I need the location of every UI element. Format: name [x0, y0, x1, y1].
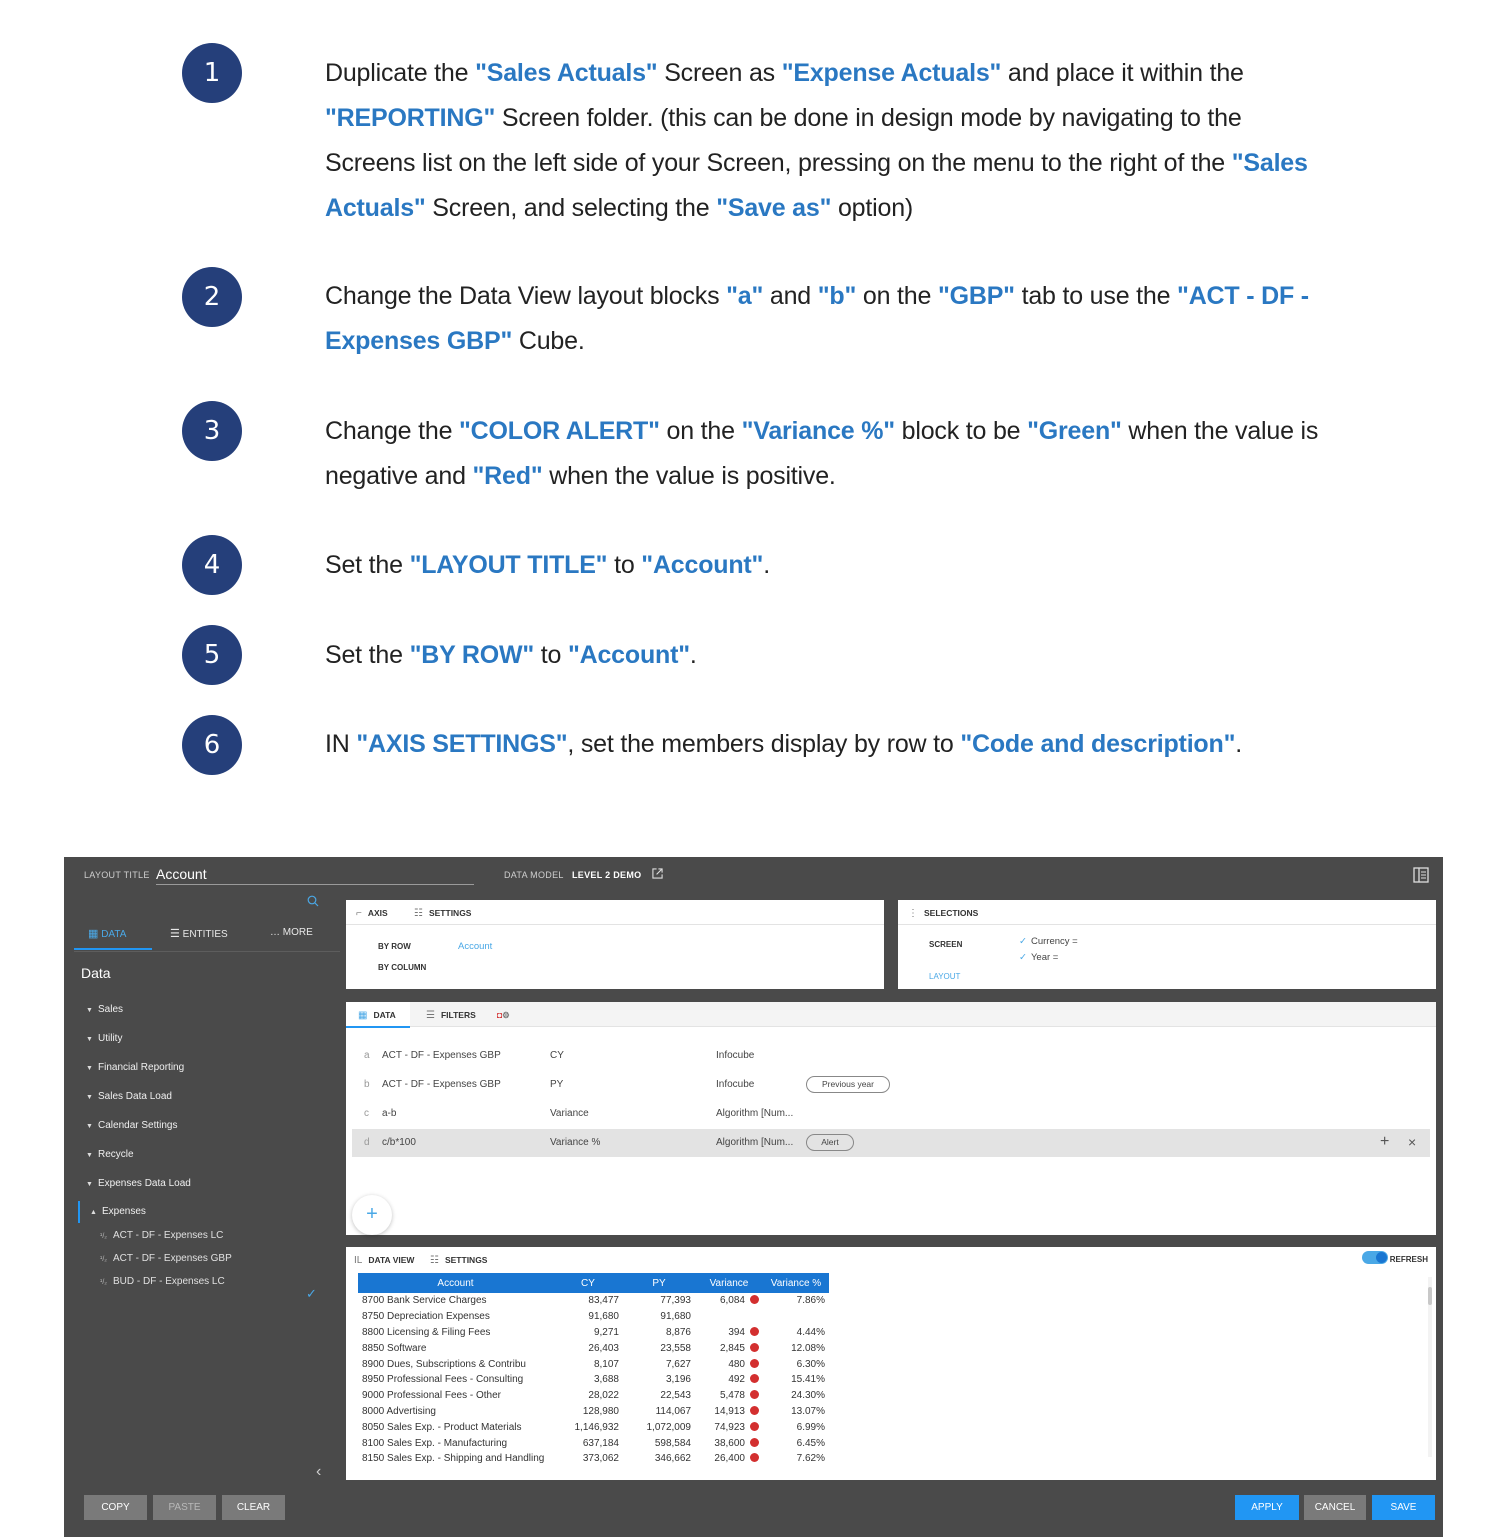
- sliders-icon: ☷: [414, 908, 423, 919]
- tree-item-expenses[interactable]: ▲ Expenses: [90, 1206, 146, 1217]
- table-cell: 24.30%: [791, 1390, 825, 1402]
- table-cell: 8700 Bank Service Charges: [362, 1295, 487, 1307]
- step-number: 5: [182, 625, 242, 685]
- selection-item: ✓ Year =: [1019, 952, 1059, 963]
- check-icon: ✓: [1019, 952, 1027, 963]
- selection-item: ✓ Currency =: [1019, 936, 1078, 947]
- layout-title-label: LAYOUT TITLE: [84, 870, 150, 880]
- clear-button[interactable]: CLEAR: [222, 1495, 285, 1520]
- tree-item-financial-reporting[interactable]: ▼ Financial Reporting: [86, 1062, 185, 1073]
- data-panel-header: [346, 1002, 1436, 1027]
- table-cell: 7.62%: [796, 1453, 825, 1465]
- highlight-term: "Account": [567, 641, 690, 669]
- highlight-term: "Green": [1027, 417, 1122, 445]
- table-cell: 8900 Dues, Subscriptions & Contribu: [362, 1358, 526, 1370]
- data-view-table: [358, 1273, 829, 1467]
- highlight-term: "GBP": [937, 282, 1015, 310]
- previous-year-badge[interactable]: Previous year: [806, 1076, 890, 1093]
- alert-dot-icon: [750, 1295, 759, 1304]
- caret-down-icon: ▼: [86, 1094, 93, 1101]
- table-cell: 74,923: [695, 1419, 763, 1435]
- table-row[interactable]: [358, 1388, 829, 1404]
- table-cell: 91,680: [660, 1311, 691, 1323]
- data-row[interactable]: b ACT - DF - Expenses GBP PY Infocube Previous year: [352, 1071, 1430, 1099]
- table-cell: 1,146,932: [574, 1421, 619, 1433]
- active-tab-indicator: [74, 948, 152, 950]
- col-variance[interactable]: Variance: [695, 1273, 763, 1293]
- axis-icon: ⌐: [356, 908, 362, 919]
- step-number: 3: [182, 401, 242, 461]
- table-cell: 38,600: [695, 1435, 763, 1451]
- number-icon: ¹/₂: [100, 1256, 107, 1263]
- alert-dot-icon: [750, 1343, 759, 1352]
- step-text-run: Set the: [325, 641, 410, 669]
- table-cell: 3,196: [665, 1374, 691, 1386]
- cube-item[interactable]: ¹/₂ BUD - DF - Expenses LC: [100, 1276, 225, 1287]
- table-cell: 22,543: [660, 1390, 691, 1402]
- number-icon: ¹/₂: [100, 1233, 107, 1240]
- tree-item-sales[interactable]: ▼ Sales: [86, 1004, 124, 1015]
- table-cell: 8,107: [593, 1358, 619, 1370]
- step-text-run: and: [763, 282, 818, 310]
- caret-down-icon: ▼: [86, 1181, 93, 1188]
- step-text-run: on the: [856, 282, 938, 310]
- data-row[interactable]: a ACT - DF - Expenses GBP CY Infocube: [364, 1050, 755, 1061]
- step-text-run: Duplicate the: [325, 59, 476, 87]
- cube-item[interactable]: ¹/₂ ACT - DF - Expenses GBP: [100, 1253, 232, 1264]
- chart-icon: IL: [354, 1255, 363, 1266]
- highlight-term: "LAYOUT TITLE": [409, 551, 608, 579]
- tab-axis[interactable]: ⌐ AXIS: [356, 908, 388, 919]
- step-text-run: Screen as: [657, 59, 782, 87]
- table-row[interactable]: [358, 1309, 829, 1325]
- table-cell: 637,184: [582, 1437, 619, 1449]
- table-cell: 6.99%: [796, 1421, 825, 1433]
- highlight-term: "b": [817, 282, 857, 310]
- table-cell: 91,680: [588, 1311, 619, 1323]
- highlight-term: "REPORTING": [325, 104, 496, 132]
- tab-data[interactable]: ▦ DATA: [358, 1010, 396, 1021]
- table-cell: 26,403: [588, 1342, 619, 1354]
- table-cell: 23,558: [660, 1342, 691, 1354]
- tab-data[interactable]: ▦ DATA: [88, 928, 127, 940]
- step-text: [325, 633, 1325, 678]
- axis-panel-header: [346, 900, 884, 925]
- app-screenshot: [64, 857, 1443, 1537]
- table-cell: 4.44%: [796, 1326, 825, 1338]
- col-variance-pct[interactable]: Variance %: [763, 1273, 829, 1293]
- top-bar: [64, 857, 1443, 893]
- layout-label[interactable]: LAYOUT: [929, 972, 961, 981]
- apply-button[interactable]: APPLY: [1235, 1495, 1299, 1520]
- data-model-value: LEVEL 2 DEMO: [572, 870, 642, 880]
- table-header-row: [358, 1273, 829, 1293]
- step-text-run: tab to use the: [1014, 282, 1178, 310]
- table-cell: 9,271: [593, 1326, 619, 1338]
- copy-button[interactable]: COPY: [84, 1495, 147, 1520]
- chart-settings-icon[interactable]: ◘⚙: [497, 1010, 510, 1020]
- external-link-icon[interactable]: [652, 868, 663, 879]
- selections-panel: [898, 900, 1436, 989]
- step-text-run: on the: [659, 417, 742, 445]
- step-text: [325, 722, 1325, 767]
- filter-icon: ⋮: [908, 908, 918, 919]
- refresh-label: REFRESH: [1389, 1255, 1428, 1264]
- table-cell: 6,084: [695, 1293, 763, 1309]
- caret-down-icon: ▼: [86, 1007, 93, 1014]
- tab-data-view[interactable]: IL DATA VIEW: [354, 1255, 415, 1266]
- paste-button[interactable]: PASTE: [153, 1495, 216, 1520]
- highlight-term: "AXIS SETTINGS": [356, 730, 568, 758]
- table-cell: 5,478: [695, 1388, 763, 1404]
- table-cell: 15.41%: [791, 1374, 825, 1386]
- table-cell: 114,067: [655, 1405, 691, 1417]
- step-number: 6: [182, 715, 242, 775]
- cube-item[interactable]: ¹/₂ ACT - DF - Expenses LC: [100, 1230, 224, 1241]
- data-row[interactable]: d c/b*100 Variance % Algorithm [Num... Alert + ×: [352, 1129, 1430, 1157]
- step-text-run: option): [831, 194, 914, 222]
- highlight-term: "a": [726, 282, 764, 310]
- table-row[interactable]: [358, 1451, 829, 1467]
- table-row[interactable]: [358, 1372, 829, 1388]
- step-text-run: when the value is negative and: [325, 417, 1319, 490]
- highlight-term: "Account": [641, 551, 764, 579]
- table-cell: 8950 Professional Fees - Consulting: [362, 1374, 524, 1386]
- tab-filters[interactable]: ☰ FILTERS: [426, 1010, 476, 1021]
- table-cell: 480: [695, 1356, 763, 1372]
- list-icon: ☰: [170, 928, 180, 940]
- step-text-run: block to be: [894, 417, 1028, 445]
- table-cell: 373,062: [582, 1453, 619, 1465]
- alert-dot-icon: [750, 1422, 759, 1431]
- sliders-icon: ☷: [430, 1255, 439, 1266]
- step-text-run: Screen folder. (this can be done in design mode by navigating to the Screens list on the left side of your Screen, pressing on the menu to the right of the: [325, 104, 1242, 177]
- tab-more[interactable]: … MORE: [270, 927, 313, 938]
- tree-item-expenses-data-load[interactable]: ▼ Expenses Data Load: [86, 1178, 191, 1189]
- step-text: [325, 274, 1325, 364]
- table-cell: 14,913: [695, 1404, 763, 1420]
- table-row[interactable]: [358, 1325, 829, 1341]
- alert-badge[interactable]: Alert: [806, 1134, 854, 1151]
- table-row[interactable]: [358, 1356, 829, 1372]
- table-cell: 7.86%: [796, 1295, 825, 1307]
- highlight-term: "ACT - DF - Expenses GBP": [325, 282, 1309, 355]
- step-text-run: IN: [325, 730, 357, 758]
- step-text: [325, 409, 1325, 499]
- tab-selections[interactable]: ⋮ SELECTIONS: [908, 908, 979, 919]
- table-row[interactable]: [358, 1340, 829, 1356]
- alert-dot-icon: [750, 1438, 759, 1447]
- step-text-run: to: [607, 551, 642, 579]
- highlight-term: "Red": [472, 462, 543, 490]
- table-cell: 8850 Software: [362, 1342, 427, 1354]
- step-text-run: Set the: [325, 551, 410, 579]
- alert-dot-icon: [750, 1390, 759, 1399]
- refresh-toggle[interactable]: [1362, 1251, 1388, 1264]
- highlight-term: "Code and description": [960, 730, 1236, 758]
- step-text-run: Cube.: [512, 327, 585, 355]
- alert-dot-icon: [750, 1374, 759, 1383]
- scrollbar-thumb[interactable]: [1428, 1287, 1432, 1305]
- alert-dot-icon: [750, 1406, 759, 1415]
- step-text-run: Screen, and selecting the: [425, 194, 717, 222]
- selections-panel-header: [898, 900, 1436, 925]
- caret-down-icon: ▼: [86, 1036, 93, 1043]
- check-icon: ✓: [306, 1286, 317, 1301]
- step-text-run: .: [689, 641, 697, 669]
- axis-panel: [346, 900, 884, 989]
- by-row-label: BY ROW: [378, 942, 411, 951]
- data-grid-icon: ▦: [358, 1010, 368, 1021]
- tree-item-sales-data-load[interactable]: ▼ Sales Data Load: [86, 1091, 172, 1102]
- step-number: 1: [182, 43, 242, 103]
- table-cell: 8150 Sales Exp. - Shipping and Handling: [362, 1453, 545, 1465]
- tree-item-recycle[interactable]: ▼ Recycle: [86, 1149, 134, 1160]
- more-icon: …: [270, 927, 280, 938]
- caret-up-icon: ▲: [90, 1209, 97, 1216]
- caret-down-icon: ▼: [86, 1065, 93, 1072]
- step-text-run: Change the Data View layout blocks: [325, 282, 727, 310]
- table-cell: 2,845: [695, 1340, 763, 1356]
- search-icon[interactable]: [307, 895, 319, 907]
- alert-dot-icon: [750, 1359, 759, 1368]
- tab-entities[interactable]: ☰ ENTITIES: [170, 928, 228, 940]
- table-cell: 1,072,009: [646, 1421, 691, 1433]
- col-account[interactable]: Account: [358, 1273, 553, 1293]
- table-cell: 26,400: [695, 1451, 763, 1467]
- highlight-term: "BY ROW": [409, 641, 535, 669]
- tree-selection-bar: [78, 1201, 80, 1223]
- col-py[interactable]: PY: [623, 1273, 695, 1293]
- alert-dot-icon: [750, 1327, 759, 1336]
- highlight-term: "Sales Actuals": [475, 59, 658, 87]
- caret-down-icon: ▼: [86, 1152, 93, 1159]
- data-row[interactable]: c a-b Variance Algorithm [Num...: [364, 1108, 794, 1119]
- table-cell: 12.08%: [791, 1342, 825, 1354]
- highlight-term: "Save as": [716, 194, 832, 222]
- data-model-label: DATA MODEL: [504, 870, 564, 880]
- table-cell: 492: [695, 1372, 763, 1388]
- table-row[interactable]: [358, 1435, 829, 1451]
- cancel-button[interactable]: CANCEL: [1304, 1495, 1366, 1520]
- step-text: [325, 51, 1325, 231]
- close-icon[interactable]: ×: [1408, 1134, 1417, 1150]
- table-cell: [695, 1309, 763, 1325]
- table-cell: 13.07%: [791, 1405, 825, 1417]
- filter-icon: ☰: [426, 1010, 435, 1021]
- table-cell: 77,393: [660, 1295, 691, 1307]
- table-cell: 8800 Licensing & Filing Fees: [362, 1326, 491, 1338]
- table-row[interactable]: [358, 1404, 829, 1420]
- collapse-sidebar-icon[interactable]: ‹: [316, 1463, 322, 1480]
- table-cell: 598,584: [654, 1437, 691, 1449]
- highlight-term: "Variance %": [741, 417, 895, 445]
- save-button[interactable]: SAVE: [1372, 1495, 1435, 1520]
- sidebar-tabs: [74, 917, 340, 952]
- highlight-term: "COLOR ALERT": [459, 417, 660, 445]
- by-column-label: BY COLUMN: [378, 963, 427, 972]
- add-icon[interactable]: +: [1380, 1133, 1390, 1150]
- number-icon: ¹/₂: [100, 1279, 107, 1286]
- alert-dot-icon: [750, 1453, 759, 1462]
- table-cell: 128,980: [582, 1405, 619, 1417]
- step-text-run: .: [1235, 730, 1242, 758]
- step-number: 4: [182, 535, 242, 595]
- by-row-value[interactable]: Account: [458, 941, 493, 952]
- table-cell: [763, 1309, 829, 1325]
- table-cell: 7,627: [665, 1358, 691, 1370]
- add-block-button[interactable]: +: [352, 1195, 392, 1235]
- dataview-panel: [346, 1247, 1436, 1480]
- data-grid-icon: ▦: [88, 928, 99, 940]
- table-cell: 8750 Depreciation Expenses: [362, 1311, 490, 1323]
- tab-settings[interactable]: ☷ SETTINGS: [414, 908, 472, 919]
- check-icon: ✓: [1019, 936, 1027, 947]
- table-cell: 9000 Professional Fees - Other: [362, 1390, 501, 1402]
- step-text-run: Change the: [325, 417, 460, 445]
- data-panel: [346, 1002, 1436, 1235]
- table-cell: 8,876: [665, 1326, 691, 1338]
- step-text-run: to: [534, 641, 568, 669]
- tree-item-utility[interactable]: ▼ Utility: [86, 1033, 123, 1044]
- step-text: [325, 543, 1325, 588]
- step-text-run: .: [763, 551, 770, 579]
- highlight-term: "Expense Actuals": [781, 59, 1002, 87]
- sidebar-title: Data: [81, 965, 111, 981]
- table-cell: 83,477: [588, 1295, 619, 1307]
- table-cell: 28,022: [588, 1390, 619, 1402]
- table-cell: 6.30%: [796, 1358, 825, 1370]
- table-cell: 394: [695, 1325, 763, 1341]
- layout-title-input[interactable]: Account: [156, 866, 474, 885]
- step-number: 2: [182, 267, 242, 327]
- tab-settings[interactable]: ☷ SETTINGS: [430, 1255, 488, 1266]
- table-cell: 346,662: [654, 1453, 691, 1465]
- caret-down-icon: ▼: [86, 1123, 93, 1130]
- table-cell: 6.45%: [796, 1437, 825, 1449]
- col-cy[interactable]: CY: [553, 1273, 623, 1293]
- screen-label[interactable]: SCREEN: [929, 940, 963, 949]
- step-text-run: , set the members display by row to: [567, 730, 961, 758]
- highlight-term: "Sales Actuals": [325, 149, 1308, 222]
- table-cell: 8050 Sales Exp. - Product Materials: [362, 1421, 522, 1433]
- panel-layout-icon[interactable]: [1413, 867, 1429, 883]
- table-cell: 8100 Sales Exp. - Manufacturing: [362, 1437, 508, 1449]
- step-text-run: when the value is positive.: [542, 462, 836, 490]
- tree-item-calendar-settings[interactable]: ▼ Calendar Settings: [86, 1120, 178, 1131]
- sidebar: [64, 893, 340, 1483]
- table-cell: 8000 Advertising: [362, 1405, 436, 1417]
- step-text-run: and place it within the: [1001, 59, 1244, 87]
- table-row[interactable]: [358, 1293, 829, 1309]
- table-cell: 3,688: [593, 1374, 619, 1386]
- table-row[interactable]: [358, 1419, 829, 1435]
